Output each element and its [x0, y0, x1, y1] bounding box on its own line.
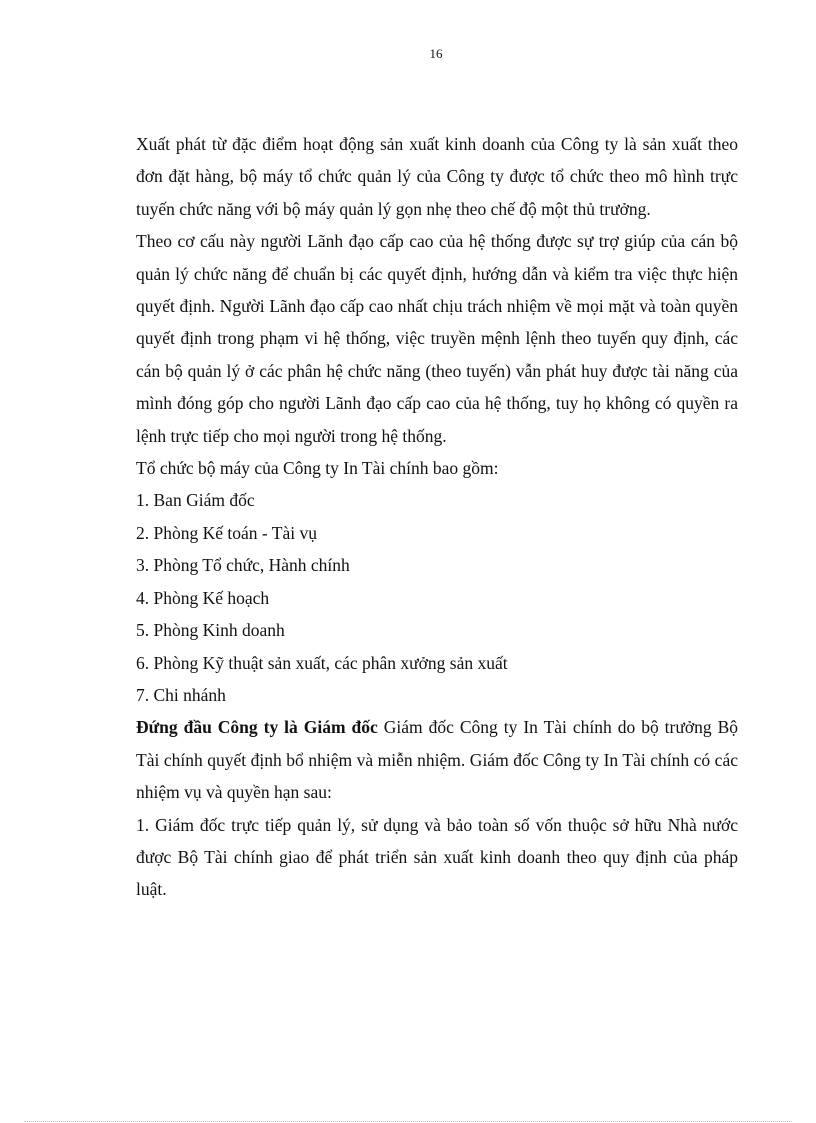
list-item: 3. Phòng Tổ chức, Hành chính: [136, 555, 350, 576]
director-heading: Đứng đầu Công ty là Giám đốc: [136, 717, 378, 738]
director-paragraph: [136, 711, 738, 808]
list-item: 6. Phòng Kỹ thuật sản xuất, các phân xưởng sản xuất: [136, 652, 508, 673]
list-item: 5. Phòng Kinh doanh: [136, 620, 285, 641]
page-number: 16: [429, 46, 443, 61]
list-item: 1. Ban Giám đốc: [136, 490, 255, 511]
department-list: [136, 484, 738, 711]
structure-paragraph: Theo cơ cấu này người Lãnh đạo cấp cao của hệ thống được sự trợ giúp của cán bộ quản lý chức năng để chuẩn bị các quyết định, hướng dẫn và kiểm tra việc thực hiện quyết định. Người Lãnh đạo cấp cao nhất chịu trách nhiệm về mọi mặt và toàn quyền quyết định trong phạm vi hệ thống, việc truyền mệnh lệnh theo tuyến quy định, các cán bộ quản lý ở các phân hệ chức năng (theo tuyến) vẫn phát huy được tài năng của mình đóng góp cho người Lãnh đạo cấp cao của hệ thống, tuy họ không có quyền ra lệnh trực tiếp cho mọi người trong hệ thống.: [136, 231, 738, 446]
list-item: 7. Chi nhánh: [136, 684, 226, 705]
page-bottom-divider: [24, 1121, 792, 1122]
list-item: 4. Phòng Kế hoạch: [136, 587, 270, 608]
director-text: Giám đốc Công ty In Tài chính do bộ trưởng Bộ Tài chính quyết định bổ nhiệm và miễn nhiệm. Giám đốc Công ty In Tài chính có các nhiệm vụ và quyền hạn sau:: [136, 717, 738, 803]
director-duty-1: 1. Giám đốc trực tiếp quản lý, sử dụng và bảo toàn số vốn thuộc sở hữu Nhà nước được Bộ Tài chính giao để phát triển sản xuất kinh doanh theo quy định của pháp luật.: [136, 814, 738, 900]
list-intro: Tổ chức bộ máy của Công ty In Tài chính bao gồm:: [136, 458, 499, 479]
document-body: [136, 128, 738, 906]
intro-paragraph: Xuất phát từ đặc điểm hoạt động sản xuất kinh doanh của Công ty là sản xuất theo đơn đặt hàng, bộ máy tổ chức quản lý của Công ty được tổ chức theo mô hình trực tuyến chức năng với bộ máy quản lý gọn nhẹ theo chế độ một thủ trưởng.: [136, 134, 738, 219]
list-item: 2. Phòng Kế toán - Tài vụ: [136, 522, 317, 543]
